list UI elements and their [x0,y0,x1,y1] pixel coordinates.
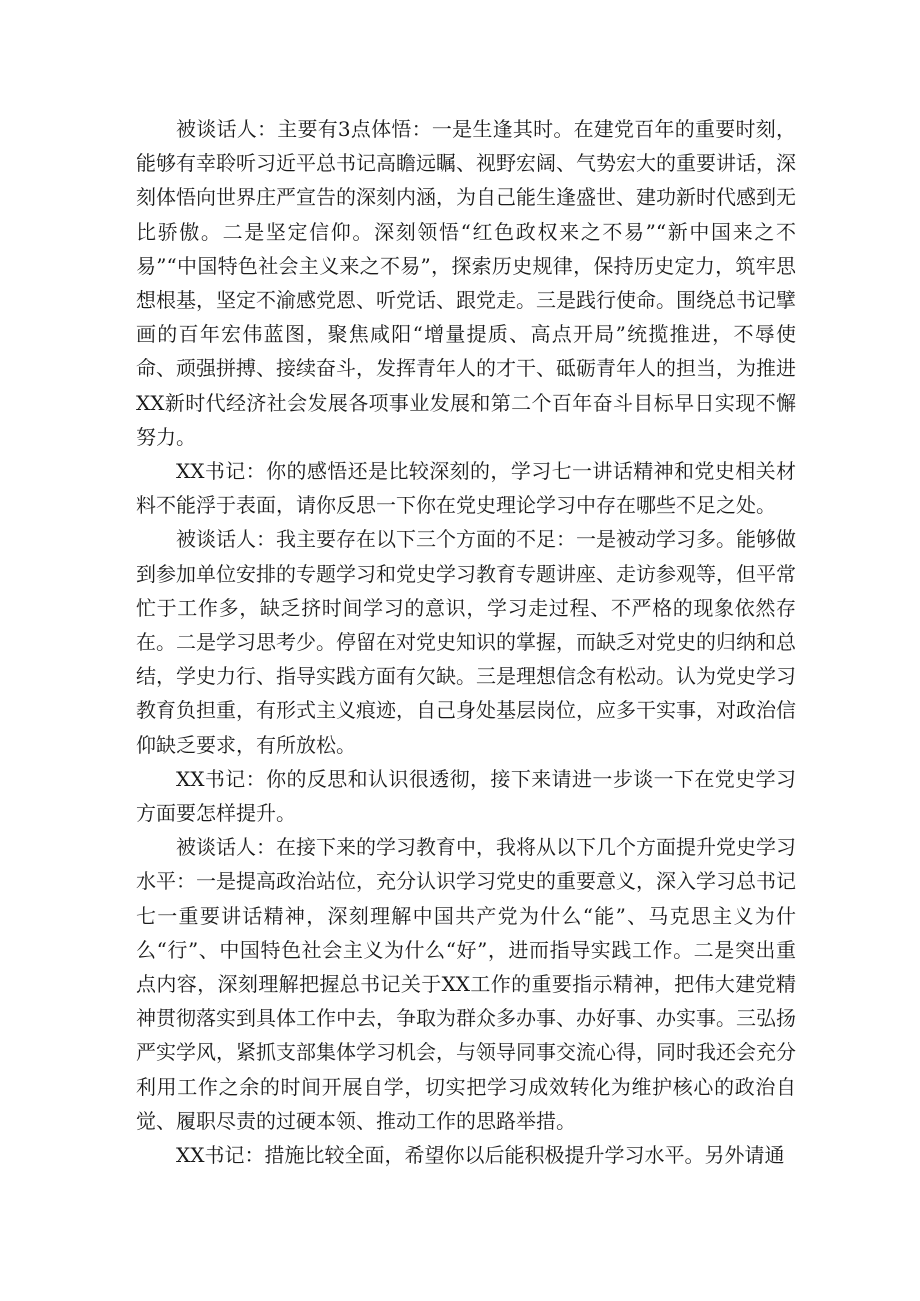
paragraph-secretary-question-improvement: XX书记：你的反思和认识很透彻，接下来请进一步谈一下在党史学习方面要怎样提升。 [136,766,796,826]
paragraph-interviewee-insights: 被谈话人：主要有3点体悟：一是生逢其时。在建党百年的重要时刻，能够有幸聆听习近平总书记高瞻远瞩、视野宏阔、气势宏大的重要讲话，深刻体悟向世界庄严宣告的深刻内涵，为自己能生逢盛世、建功新时代感到无比骄傲。二是坚定信仰。深刻领悟“红色政权来之不易”“新中国来之不易”“中国特色社会主义来之不易”，探索历史规律，保持历史定力，筑牢思想根基，坚定不渝感党恩、听党话、跟党走。三是践行使命。围绕总书记擘画的百年宏伟蓝图，聚焦咸阳“增量提质、高点开局”统揽推进，不辱使命、顽强拼搏、接续奋斗，发挥青年人的才干、砥砺青年人的担当，为推进XX新时代经济社会发展各项事业发展和第二个百年奋斗目标早日实现不懈努力。 [136,117,796,449]
document-body [136,112,796,1172]
paragraph-interviewee-shortcomings: 被谈话人：我主要存在以下三个方面的不足：一是被动学习多。能够做到参加单位安排的专题学习和党史学习教育专题讲座、走访参观等，但平常忙于工作多，缺乏挤时间学习的意识，学习走过程、不严格的现象依然存在。二是学习思考少。停留在对党史知识的掌握，而缺乏对党史的归纳和总结，学史力行、指导实践方面有欠缺。三是理想信念有松动。认为党史学习教育负担重，有形式主义痕迹，自己身处基层岗位，应多干实事，对政治信仰缺乏要求，有所放松。 [136,527,796,757]
paragraph-secretary-closing: XX书记：措施比较全面，希望你以后能积极提升学习水平。另外请通 [176,1143,785,1168]
paragraph-interviewee-improvement: 被谈话人：在接下来的学习教育中，我将从以下几个方面提升党史学习水平：一是提高政治站位，充分认识学习党史的重要意义，深入学习总书记七一重要讲话精神，深刻理解中国共产党为什么“能”、马克思主义为什么“行”、中国特色社会主义为什么“好”，进而指导实践工作。二是突出重点内容，深刻理解把握总书记关于XX工作的重要指示精神，把伟大建党精神贯彻落实到具体工作中去，争取为群众多办事、办好事、办实事。三弘扬严实学风，紧抓支部集体学习机会，与领导同事交流心得，同时我还会充分利用工作之余的时间开展自学，切实把学习成效转化为维护核心的政治自觉、履职尽责的过硬本领、推动工作的思路举措。 [136,835,796,1133]
paragraph-secretary-question-shortcomings: XX书记：你的感悟还是比较深刻的，学习七一讲话精神和党史相关材料不能浮于表面，请你反思一下你在党史理论学习中存在哪些不足之处。 [136,459,796,518]
